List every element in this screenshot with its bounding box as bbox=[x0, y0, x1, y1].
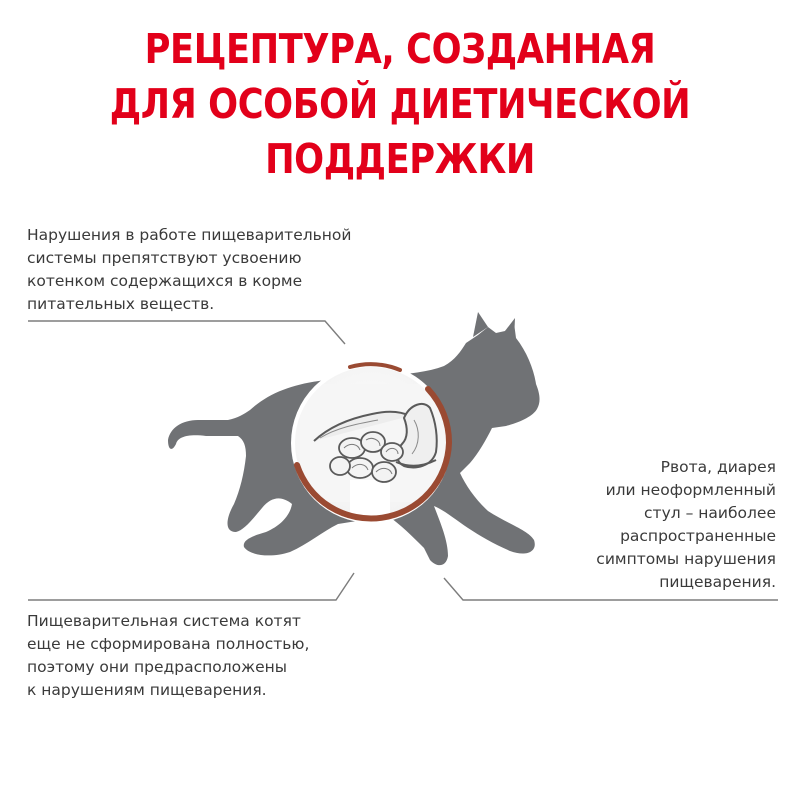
callout-line: котенком содержащихся в корме bbox=[27, 272, 303, 290]
callout-line: стул – наиболее bbox=[644, 504, 776, 522]
callout-symptoms bbox=[596, 456, 776, 594]
callout-line: пищеварения. bbox=[659, 573, 776, 591]
callout-line: симптомы нарушения bbox=[596, 550, 776, 568]
callout-digestion-disorders bbox=[27, 224, 351, 316]
callout-line: к нарушениям пищеварения. bbox=[27, 681, 267, 699]
callout-line: или неоформленный bbox=[605, 481, 776, 499]
headline-line-2: ДЛЯ ОСОБОЙ ДИЕТИЧЕСКОЙ bbox=[109, 80, 691, 128]
headline-line-1: РЕЦЕПТУРА, СОЗДАННАЯ bbox=[144, 25, 656, 73]
headline-line-3: ПОДДЕРЖКИ bbox=[265, 135, 535, 183]
callout-immature-digestion bbox=[27, 610, 309, 702]
callout-line: Пищеварительная система котят bbox=[27, 612, 301, 630]
callout-line: еще не сформирована полностью, bbox=[27, 635, 310, 653]
callout-line: распространенные bbox=[620, 527, 776, 545]
connector-bottom-left bbox=[28, 573, 354, 600]
callout-line: системы препятствуют усвоению bbox=[27, 249, 302, 267]
callout-line: Рвота, диарея bbox=[660, 458, 776, 476]
callout-line: питательных веществ. bbox=[27, 295, 215, 313]
connector-top-left bbox=[28, 321, 345, 344]
callout-line: Нарушения в работе пищеварительной bbox=[27, 226, 352, 244]
callout-line: поэтому они предрасположены bbox=[27, 658, 288, 676]
